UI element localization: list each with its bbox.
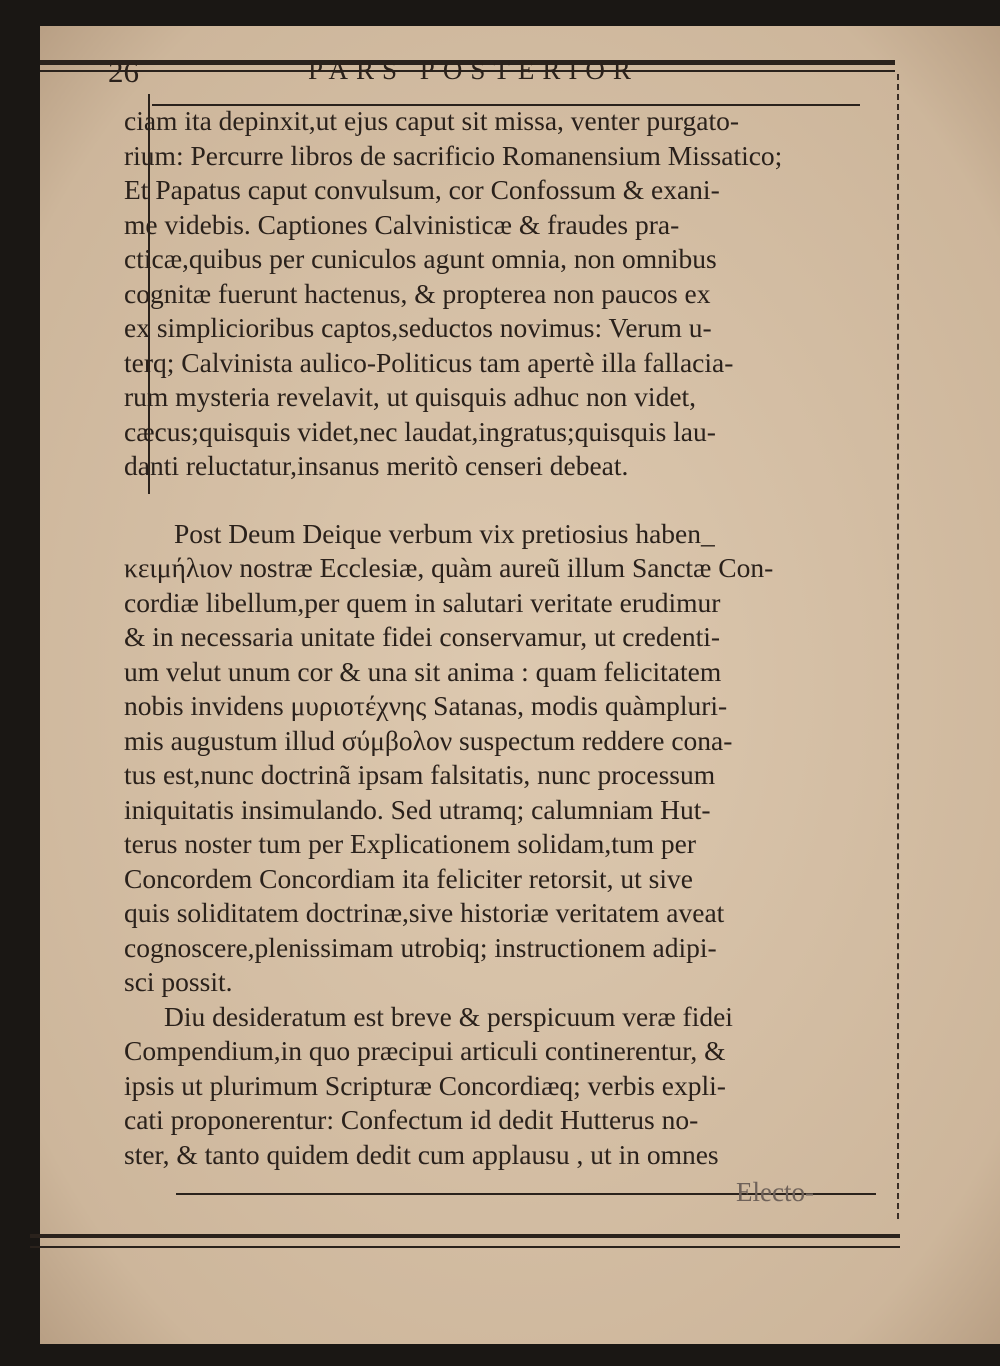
text-line: Diu desideratum est breve & perspicuum veræ fidei (164, 1000, 733, 1032)
text-line: Compendium,in quo præcipui articuli continerentur, & (124, 1035, 726, 1066)
running-title: PARS POSTERIOR (308, 55, 639, 85)
paragraph-2 (124, 517, 844, 1000)
text-line: Post Deum Deique verbum vix pretiosius haben_ (174, 517, 715, 549)
text-line: rum mysteria revelavit, ut quisquis adhuc non videt, (124, 381, 697, 412)
paragraph-3 (124, 1000, 844, 1173)
body-text (124, 104, 844, 1172)
text-line: iniquitatis insimulando. Sed utramq; calumniam Hut- (124, 793, 711, 825)
text-line: cordiæ libellum,per quem in salutari veritate erudimur (124, 586, 721, 618)
text-line: ciam ita depinxit,ut ejus caput sit missa, venter purgato- (124, 105, 740, 136)
paragraph-1 (124, 104, 844, 484)
text-line: terus noster tum per Explicationem solidam,tum per (124, 828, 697, 859)
catchword: Electo- (736, 1177, 814, 1207)
text-line: cati proponerentur: Confectum id dedit Hutterus no- (124, 1104, 699, 1135)
text-line: Et Papatus caput convulsum, cor Confossum & exani- (124, 174, 720, 205)
foot-rule-thin (30, 1246, 900, 1248)
text-line: danti reluctatur,insanus meritò censeri debeat. (124, 450, 629, 481)
foot-rule-thick (30, 1234, 900, 1238)
text-line: quis soliditatem doctrinæ,sive historiæ veritatem aveat (124, 897, 725, 928)
text-line: Concordem Concordiam ita feliciter retorsit, ut sive (124, 862, 693, 894)
text-line: tus est,nunc doctrinã ipsam falsitatis, nunc processum (124, 759, 716, 790)
page-binding-edge (897, 74, 903, 1219)
text-line: ster, & tanto quidem dedit cum applausu , ut in omnes (124, 1138, 719, 1170)
text-line: κειμήλιον nostræ Ecclesiæ, quàm aureũ illum Sanctæ Con- (124, 552, 774, 583)
paragraph-gap (124, 484, 844, 517)
text-line: sci possit. (124, 966, 233, 997)
text-line: um velut unum cor & una sit anima : quam felicitatem (124, 655, 722, 687)
text-line: cognoscere,plenissimam utrobiq; instructionem adipi- (124, 931, 717, 963)
text-line: mis augustum illud σύμβολον suspectum reddere cona- (124, 724, 733, 756)
text-line: cæcus;quisquis videt,nec laudat,ingratus;quisquis lau- (124, 415, 716, 447)
text-line: terq; Calvinista aulico-Politicus tam apertè illa fallacia- (124, 346, 734, 378)
page-number: 26 (108, 54, 139, 89)
text-line: rium: Percurre libros de sacrificio Romanensium Missatico; (124, 139, 783, 171)
text-line: ipsis ut plurimum Scripturæ Concordiæq; verbis expli- (124, 1069, 726, 1101)
page-header (108, 54, 868, 98)
text-line: & in necessaria unitate fidei conservamur, ut credenti- (124, 621, 721, 652)
text-line: ex simplicioribus captos,seductos novimus: Verum u- (124, 312, 712, 343)
text-line: cognitæ fuerunt hactenus, & propterea non paucos ex (124, 277, 711, 309)
text-line: me videbis. Captiones Calvinisticæ & fraudes pra- (124, 208, 680, 240)
text-line: nobis invidens μυριοτέχνης Satanas, modis quàmpluri- (124, 690, 728, 721)
text-line: cticæ,quibus per cuniculos agunt omnia, non omnibus (124, 243, 717, 274)
